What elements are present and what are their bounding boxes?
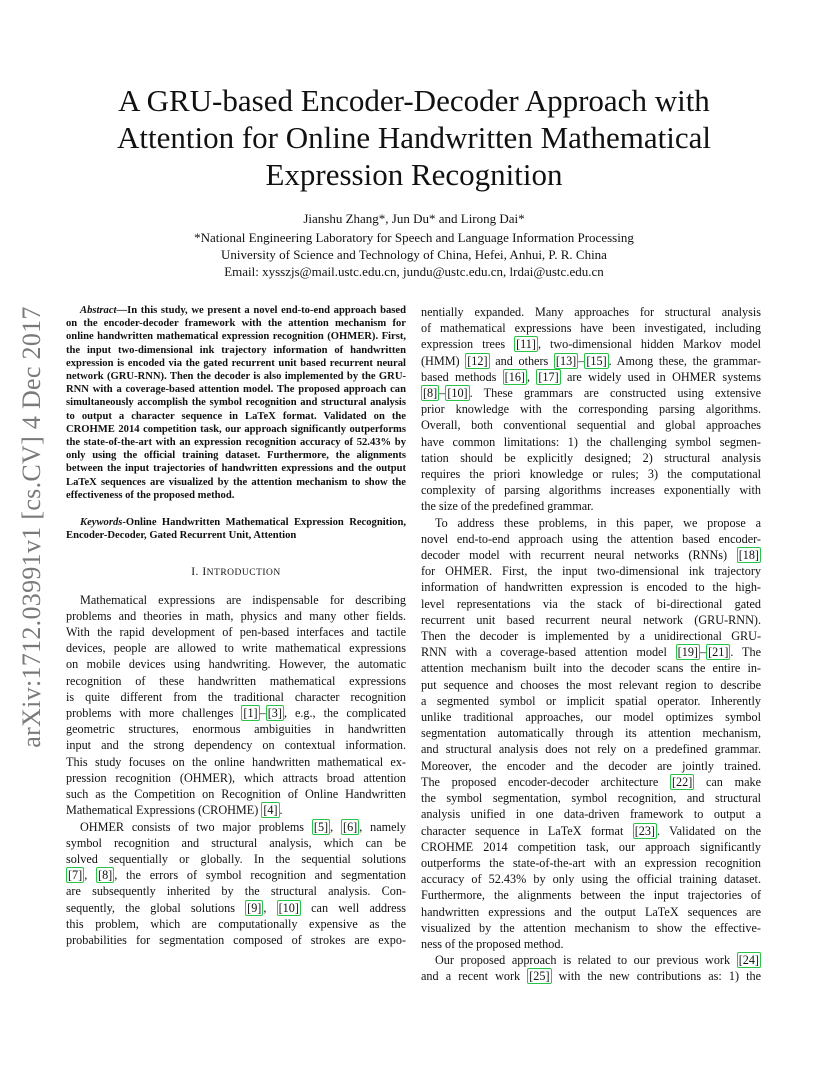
citation-link[interactable]: [4] [263,803,278,818]
text-line: and structural analysis does not rely on a predefined grammar. [421,742,761,757]
citation-link[interactable]: [17] [538,369,559,384]
text-line: and a recent work [25] with the new contributions as: 1) the [421,969,761,984]
intro-paragraph-1 [66,592,406,819]
text-line: level representations via the stack of bi-directional gated [421,596,761,611]
citation-link[interactable]: [1] [243,706,258,721]
text-line: ness of the proposed method. [421,936,564,951]
citation-link[interactable]: [11] [516,337,536,352]
citation-link[interactable]: [13] [555,353,577,368]
abstract-label: Abstract [80,305,117,316]
text-line: This study focuses on the online handwritten mathematical ex- [66,754,406,769]
paper-title [60,82,768,193]
citation-link[interactable]: [25] [529,969,550,984]
text-line: Then the decoder is implemented by a unidirectional GRU- [421,629,761,644]
text-line: pression recognition (OHMER), which attracts broad attention [66,770,406,785]
authors: Jianshu Zhang*, Jun Du* and Lirong Dai* [303,211,525,226]
text-line: of mathematical expressions have been investigated, including [421,321,761,336]
citation-link[interactable]: [18] [738,548,759,563]
text-line: Mathematical Expressions (CROHME) [4] . [66,803,283,818]
text-line: sequently, the global solutions [9] , [10] can well address [66,900,406,915]
text-line: Moreover, the encoder and the decoder are jointly trained. [421,758,761,773]
text-line: OHMER consists of two major problems [5] , [6] , namely [80,819,406,834]
text-line: on mobile devices using handwriting. However, the automatic [66,657,406,672]
abstract [66,304,406,502]
title-line: A GRU-based Encoder-Decoder Approach with [118,83,710,118]
citation-link[interactable]: [22] [671,774,693,789]
citation-link[interactable]: [8] [423,386,438,401]
text-line: based methods [16] , [17] are widely used in OHMER systems [421,369,761,384]
right-column [421,304,761,985]
citation-link[interactable]: [10] [278,900,299,915]
text-line: requires the priori knowledge or rules; 3) the computational [421,467,761,482]
text-line: outperforms the state-of-the-art with an expression recognition [421,855,761,870]
citation-link[interactable]: [15] [586,353,607,368]
affiliation-line: University of Science and Technology of China, Hefei, Anhui, P. R. China [221,247,607,262]
keywords-text: -Online Handwritten Mathematical Expression Recognition, Encoder-Decoder, Gated Recurrent Unit, Attention [66,517,406,542]
text-line: for OHMER. First, the input two-dimensional ink trajectory [421,564,761,579]
keywords [66,516,406,542]
text-line: novel end-to-end approach using the attention based encoder- [421,531,761,546]
text-line: Furthermore, the alignments between the input trajectories of [421,888,761,903]
citation-link[interactable]: [24] [738,953,759,968]
citation-link[interactable]: [19] [677,645,698,660]
citation-link[interactable]: [16] [504,369,525,384]
abstract-text: —In this study, we present a novel end-to-end approach based on the encoder-decoder framework with the attention mechanism for online handwritten mathematical expression recognition (OHMER). First, the input two-dimensional ink trajectory information of handwritten expression is encoded via the gated recurrent unit based recurrent neural network (GRU-RNN). Then the decoder is also implemented by the GRU-RNN with a coverage-based attention model. The proposed approach can simultaneously accomplish the symbol recognition and structural analysis to output a character sequence in LaTeX format. Validated on the CROHME 2014 competition task, our approach significantly outperforms the state-of-the-art with an expression recognition accuracy of 52.43% by only using the official training dataset. Furthermore, the alignments between the input trajectories of handwritten expressions and the output LaTeX sequences are visualized by the attention mechanism to show the effectiveness of the proposed method. [66,305,406,501]
keywords-label: Keywords [80,517,123,529]
text-line: segmentation automatically through its attention mechanism, [421,726,761,741]
text-line: analysis unified in one data-driven framework to output a [421,807,761,822]
right-paragraph-3 [421,952,761,984]
citation-link[interactable]: [7] [68,868,83,883]
text-line: probabilities for segmentation composed of strokes are expo- [66,932,406,947]
text-line: are subsequently inherited by the structural analysis. Con- [66,884,406,899]
text-line: recurrent unit based recurrent neural network (GRU-RNN). [421,612,761,627]
text-line: the symbol segmentation, symbol recognition, and structural [421,791,761,806]
text-line: geometric structures, enormous ambiguities in handwritten [66,722,406,737]
text-line: unlike traditional approaches, our model optimizes symbol [421,710,761,725]
text-line: Overall, both conventional sequential and global approaches [421,418,761,433]
title-line: Attention for Online Handwritten Mathematical [117,120,711,155]
text-line: CROHME 2014 competition task, our approach significantly [421,839,761,854]
text-line: attention mechanism built into the decoder scans the entire in- [421,661,761,676]
text-line: complexity of parsing algorithms increases exponentially with [421,483,761,498]
text-line: recognition of these handwritten mathematical expressions [66,673,406,688]
text-line: devices, people are allowed to write mathematical expressions [66,641,406,656]
text-line: symbol recognition and structural analysis, which can be [66,835,406,850]
left-column [66,304,406,948]
text-line: information of handwritten expression is encoded to the high- [421,580,761,595]
title-line: Expression Recognition [265,157,563,192]
citation-link[interactable]: [9] [247,900,262,915]
text-line: To address these problems, in this paper, we propose a [435,515,761,530]
text-line: accuracy of 52.43% by only using the official training dataset. [421,872,761,887]
affiliation [60,229,768,280]
text-line: have common limitations: 1) the challenging symbol segmen- [421,434,761,449]
citation-link[interactable]: [12] [467,353,488,368]
citation-link[interactable]: [5] [313,819,329,834]
text-line: prior knowledge with the corresponding parsing algorithms. [421,402,761,417]
section-heading: I. INTRODUCTION [191,566,281,579]
citation-link[interactable]: [8] [98,868,113,883]
text-line: RNN with a coverage-based attention model [19] – [21] . The [421,645,761,660]
text-line: nentially expanded. Many approaches for structural analysis [421,305,761,319]
right-paragraph-2 [421,515,761,952]
text-line: Our proposed approach is related to our previous work [24] [435,953,759,968]
citation-link[interactable]: [10] [447,386,468,401]
text-line: put sequence and chooses the most relevant region to describe [421,677,761,692]
email-line: Email: xysszjs@mail.ustc.edu.cn, jundu@ustc.edu.cn, lrdai@ustc.edu.cn [224,264,604,279]
text-line: Mathematical expressions are indispensable for describing [80,592,406,607]
text-line: decoder model with recurrent neural networks (RNNs) [18] [421,548,759,563]
affiliation-line: *National Engineering Laboratory for Speech and Language Information Processing [194,230,634,245]
text-line: input and the strong dependency on contextual information. [66,738,406,753]
text-line: [7] , [8] , the errors of symbol recognition and segmentation [68,868,406,883]
text-line: such as the Competition on Recognition of Online Handwritten [66,787,406,802]
citation-link[interactable]: [6] [343,819,358,834]
text-line: character sequence in LaTeX format [23] . Validated on the [421,823,761,838]
text-line: is quite different from the traditional character recognition [66,689,406,704]
text-line: the size of the predefined grammar. [421,499,594,514]
text-line: expression trees [11] , two-dimensional hidden Markov model [421,337,761,352]
text-line: this problem, which are computationally expensive as the [66,916,406,931]
text-line: (HMM) [12] and others [13] – [15] . Among these, the grammar- [421,353,761,368]
text-line: solved sequentially or globally. In the sequential solutions [66,851,406,866]
text-line: visualized by the attention mechanism to show the effective- [421,920,761,935]
arxiv-stamp: arXiv:1712.03991v1 [cs.CV] 4 Dec 2017 [17,306,46,748]
text-line: tation should be explicitly designed; 2) structural analysis [421,450,761,465]
text-line: [8] – [10] . These grammars are constructed using extensive [423,386,761,401]
citation-link[interactable]: [23] [634,823,655,838]
text-line: The proposed encoder-decoder architecture [22] can make [421,774,761,789]
right-paragraph-1 [421,304,761,515]
text-line: a segmented symbol or implicit spatial operator. Inherently [421,693,761,708]
text-line: problems and theories in math, physics and many other fields. [66,608,406,623]
citation-link[interactable]: [3] [267,706,282,721]
text-line: handwritten expressions and the output LaTeX sequences are [421,904,761,919]
citation-link[interactable]: [21] [708,645,729,660]
intro-paragraph-2 [66,819,406,949]
text-line: With the rapid development of pen-based interfaces and tactile [66,625,406,640]
text-line: problems with more challenges [1] – [3] , e.g., the complicated [66,706,406,721]
